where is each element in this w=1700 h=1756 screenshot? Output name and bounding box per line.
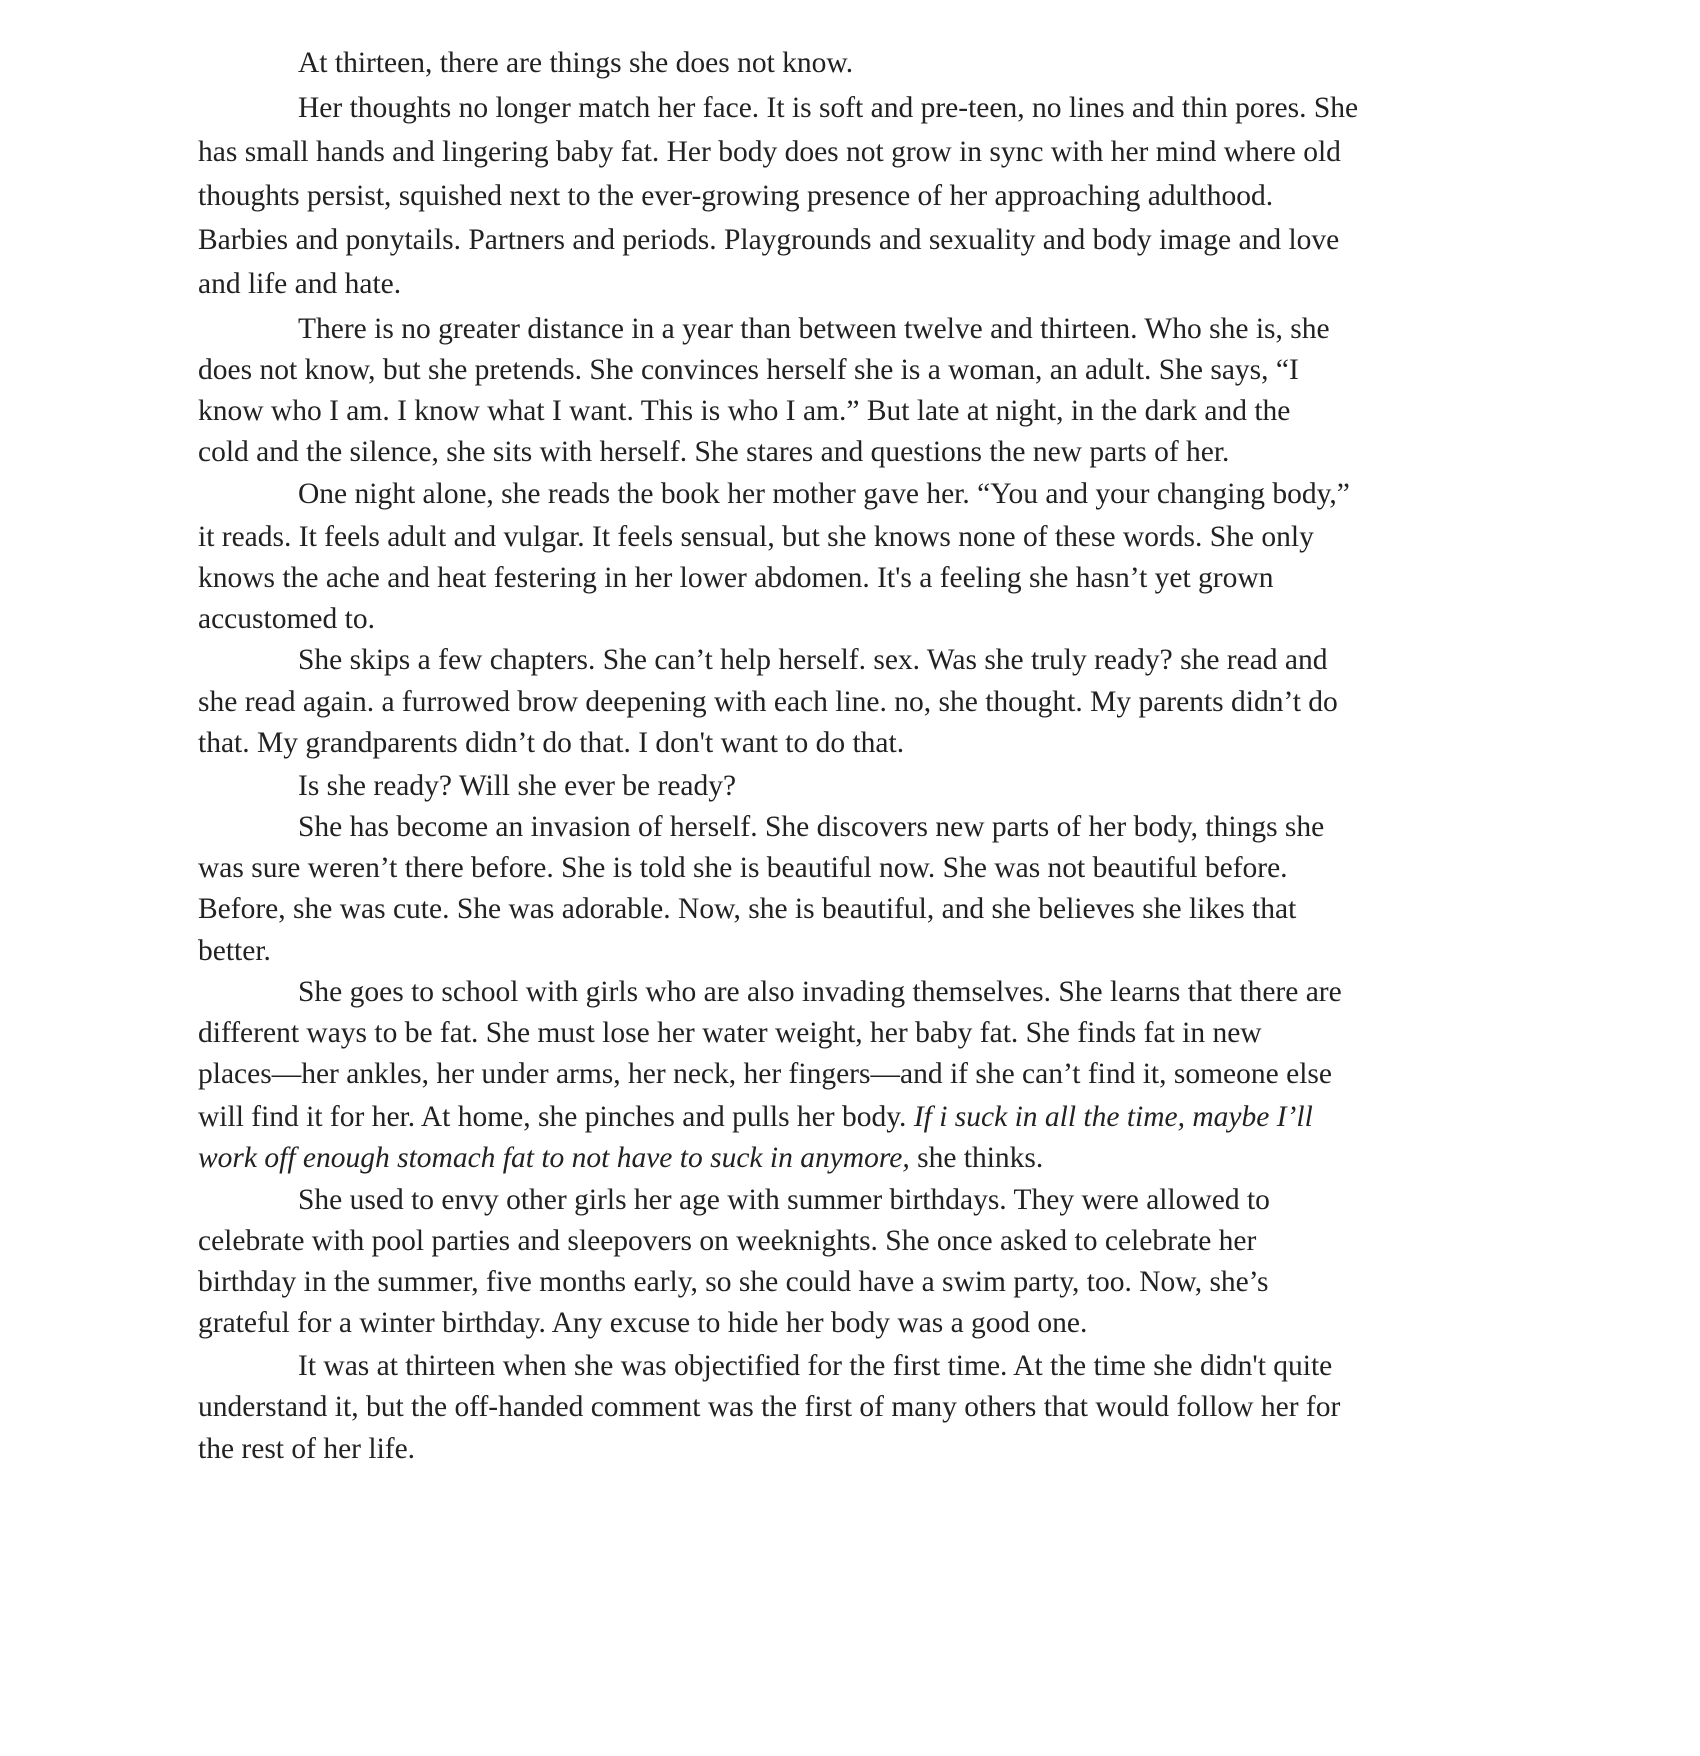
italic-text: work off enough stomach fat to not have to suck in anymore, xyxy=(198,1142,910,1174)
paragraph-first-line xyxy=(298,88,1358,128)
text-line xyxy=(198,682,1338,722)
text-segment: different ways to be fat. She must lose her water weight, her baby fat. She finds fat in new xyxy=(198,1017,1262,1049)
text-segment: It was at thirteen when she was objectified for the first time. At the time she didn't quite xyxy=(298,1350,1333,1382)
text-segment: celebrate with pool parties and sleepovers on weeknights. She once asked to celebrate her xyxy=(198,1225,1257,1257)
text-line xyxy=(198,391,1290,431)
italic-text: If i suck in all the time, maybe I’ll xyxy=(913,1101,1313,1133)
text-line xyxy=(198,1054,1332,1094)
paragraph-first-line xyxy=(298,309,1330,349)
text-segment: She skips a few chapters. She can’t help herself. sex. Was she truly ready? she read and xyxy=(298,644,1328,676)
paragraph-first-line xyxy=(298,1180,1270,1220)
paragraph-first-line xyxy=(298,766,736,806)
text-segment: Is she ready? Will she ever be ready? xyxy=(298,770,737,802)
text-line xyxy=(198,1303,1087,1343)
text-line xyxy=(198,1387,1340,1427)
text-segment: She used to envy other girls her age with summer birthdays. They were allowed to xyxy=(298,1184,1270,1216)
text-segment: know who I am. I know what I want. This is who I am.” But late at night, in the dark and the xyxy=(198,395,1291,427)
text-segment: was sure weren’t there before. She is told she is beautiful now. She was not beautiful before. xyxy=(198,852,1288,884)
text-segment: Before, she was cute. She was adorable. Now, she is beautiful, and she believes she likes that xyxy=(198,893,1297,925)
text-line xyxy=(198,220,1339,260)
text-segment: grateful for a winter birthday. Any excuse to hide her body was a good one. xyxy=(198,1307,1088,1339)
text-line xyxy=(198,1221,1256,1261)
text-line xyxy=(198,176,1273,216)
text-segment: accustomed to. xyxy=(198,603,375,635)
text-segment: knows the ache and heat festering in her lower abdomen. It's a feeling she hasn’t yet grown xyxy=(198,562,1274,594)
text-segment: it reads. It feels adult and vulgar. It feels sensual, but she knows none of these words. She only xyxy=(198,521,1314,553)
text-segment: the rest of her life. xyxy=(198,1433,416,1465)
text-segment: There is no greater distance in a year than between twelve and thirteen. Who she is, she xyxy=(298,313,1330,345)
paragraph-first-line xyxy=(298,807,1324,847)
text-line xyxy=(198,558,1273,598)
text-segment: she thinks. xyxy=(909,1142,1044,1174)
text-segment: cold and the silence, she sits with herself. She stares and questions the new parts of her. xyxy=(198,436,1230,468)
text-segment: thoughts persist, squished next to the ever-growing presence of her approaching adulthood. xyxy=(198,180,1274,212)
text-segment: better. xyxy=(198,935,271,967)
text-line xyxy=(198,1138,1043,1178)
text-line xyxy=(198,350,1299,390)
text-segment: Barbies and ponytails. Partners and periods. Playgrounds and sexuality and body image and love xyxy=(198,224,1340,256)
text-segment: she read again. a furrowed brow deepening with each line. no, she thought. My parents didn’t do xyxy=(198,686,1338,718)
paragraph-first-line xyxy=(298,474,1350,514)
text-segment: understand it, but the off-handed comment was the first of many others that would follow her for xyxy=(198,1391,1341,1423)
paragraph-first-line xyxy=(298,1346,1332,1386)
text-line xyxy=(198,723,904,763)
text-line xyxy=(198,1429,415,1469)
text-segment: places—her ankles, her under arms, her neck, her fingers—and if she can’t find it, someone else xyxy=(198,1058,1332,1090)
text-segment: She has become an invasion of herself. She discovers new parts of her body, things she xyxy=(298,811,1325,843)
text-line xyxy=(198,848,1288,888)
text-line xyxy=(198,599,375,639)
text-line xyxy=(198,517,1314,557)
text-segment: does not know, but she pretends. She convinces herself she is a woman, an adult. She says, “I xyxy=(198,354,1299,386)
text-segment: will find it for her. At home, she pinches and pulls her body. xyxy=(198,1101,914,1133)
text-segment: She goes to school with girls who are also invading themselves. She learns that there are xyxy=(298,976,1342,1008)
paragraph-first-line xyxy=(298,972,1342,1012)
text-line xyxy=(198,889,1296,929)
text-line xyxy=(198,432,1229,472)
paragraph-first-line xyxy=(298,640,1328,680)
text-line xyxy=(198,132,1341,172)
text-line xyxy=(198,1013,1262,1053)
text-line xyxy=(198,1262,1268,1302)
text-segment: Her thoughts no longer match her face. It is soft and pre-teen, no lines and thin pores. She xyxy=(298,92,1359,124)
text-segment: that. My grandparents didn’t do that. I don't want to do that. xyxy=(198,727,905,759)
text-line xyxy=(198,931,271,971)
text-segment: birthday in the summer, five months early, so she could have a swim party, too. Now, she’s xyxy=(198,1266,1269,1298)
text-line xyxy=(198,264,401,304)
paragraph-first-line xyxy=(298,43,853,83)
text-segment: and life and hate. xyxy=(198,268,402,300)
text-segment: One night alone, she reads the book her mother gave her. “You and your changing body,” xyxy=(298,478,1350,510)
text-segment: has small hands and lingering baby fat. Her body does not grow in sync with her mind where old xyxy=(198,136,1341,168)
text-line xyxy=(198,1097,1313,1137)
text-segment: At thirteen, there are things she does not know. xyxy=(298,47,854,79)
